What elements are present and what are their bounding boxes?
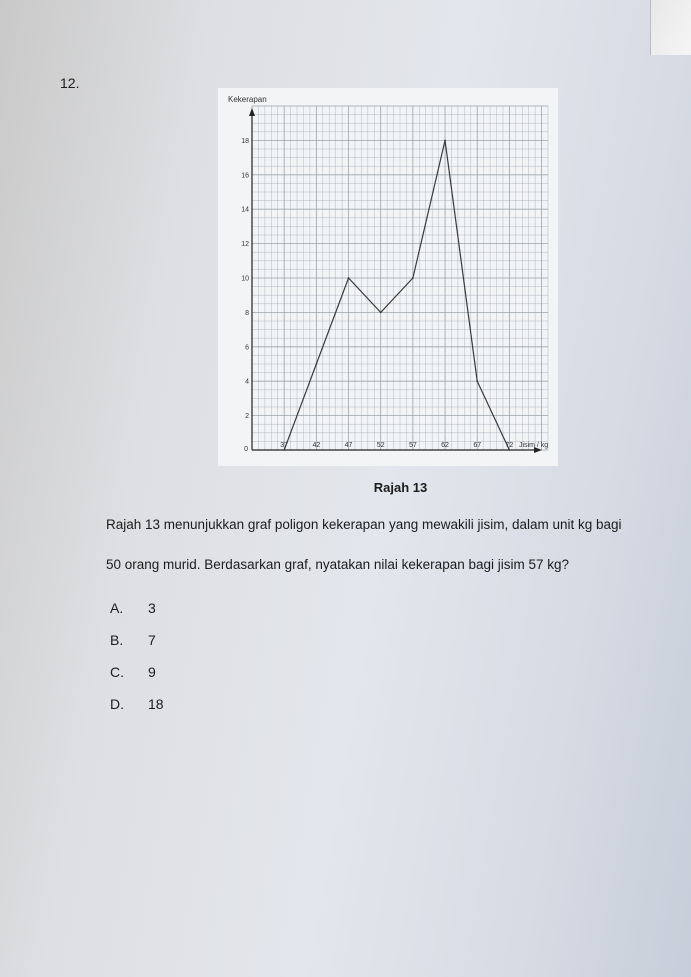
- y-tick-label: 6: [245, 344, 249, 352]
- question-number: 12.: [60, 75, 80, 91]
- y-tick-label: 16: [241, 172, 249, 180]
- option-letter: D.: [110, 696, 124, 712]
- chart-svg: [218, 88, 558, 466]
- option-c[interactable]: [110, 664, 164, 696]
- frequency-polygon-chart: [218, 88, 558, 466]
- y-tick-label: 12: [241, 241, 249, 249]
- question-text: [106, 505, 676, 585]
- y-tick-label: 4: [245, 378, 249, 386]
- option-letter: B.: [110, 632, 124, 648]
- option-value: 3: [148, 600, 156, 616]
- data-point: [348, 277, 350, 279]
- x-tick-label: 47: [344, 442, 353, 449]
- origin-label: 0: [244, 446, 248, 453]
- graph-paper: [218, 88, 558, 466]
- x-tick-label: 57: [408, 442, 417, 449]
- x-tick-label: 72: [505, 442, 514, 449]
- option-value: 18: [148, 696, 164, 712]
- x-tick-label: 67: [473, 442, 482, 449]
- data-point: [508, 449, 510, 451]
- y-tick-label: 14: [241, 206, 249, 214]
- option-value: 7: [148, 632, 156, 648]
- data-point: [444, 140, 446, 142]
- x-tick-label: 42: [312, 442, 321, 449]
- option-letter: A.: [110, 600, 124, 616]
- x-axis-label: Jisim / kg: [519, 442, 549, 449]
- y-tick-label: 18: [241, 137, 249, 145]
- option-a[interactable]: [110, 600, 164, 632]
- y-tick-label: 8: [245, 309, 249, 317]
- question-line-1: Rajah 13 menunjukkan graf poligon kekerapan yang mewakili jisim, dalam unit kg bagi: [106, 517, 622, 532]
- data-point: [412, 277, 414, 279]
- data-point: [476, 380, 478, 382]
- data-point: [283, 449, 285, 451]
- data-point: [315, 363, 317, 365]
- data-point: [380, 312, 382, 314]
- adjacent-page-corner: [650, 0, 691, 55]
- figure-caption: Rajah 13: [373, 480, 428, 495]
- y-tick-label: 2: [245, 413, 249, 421]
- x-tick-label: 37: [280, 442, 289, 449]
- x-tick-label: 62: [441, 442, 449, 449]
- option-d[interactable]: [110, 696, 164, 728]
- question-line-2: 50 orang murid. Berdasarkan graf, nyatakan nilai kekerapan bagi jisim 57 kg?: [106, 557, 570, 572]
- y-tick-label: 10: [241, 275, 249, 283]
- option-b[interactable]: [110, 632, 164, 664]
- answer-options: [110, 600, 164, 728]
- grid-lines: [252, 106, 548, 450]
- y-axis-label: Kekerapan: [228, 95, 267, 104]
- option-letter: C.: [110, 664, 124, 680]
- option-value: 9: [148, 664, 156, 680]
- x-tick-label: 52: [376, 442, 385, 449]
